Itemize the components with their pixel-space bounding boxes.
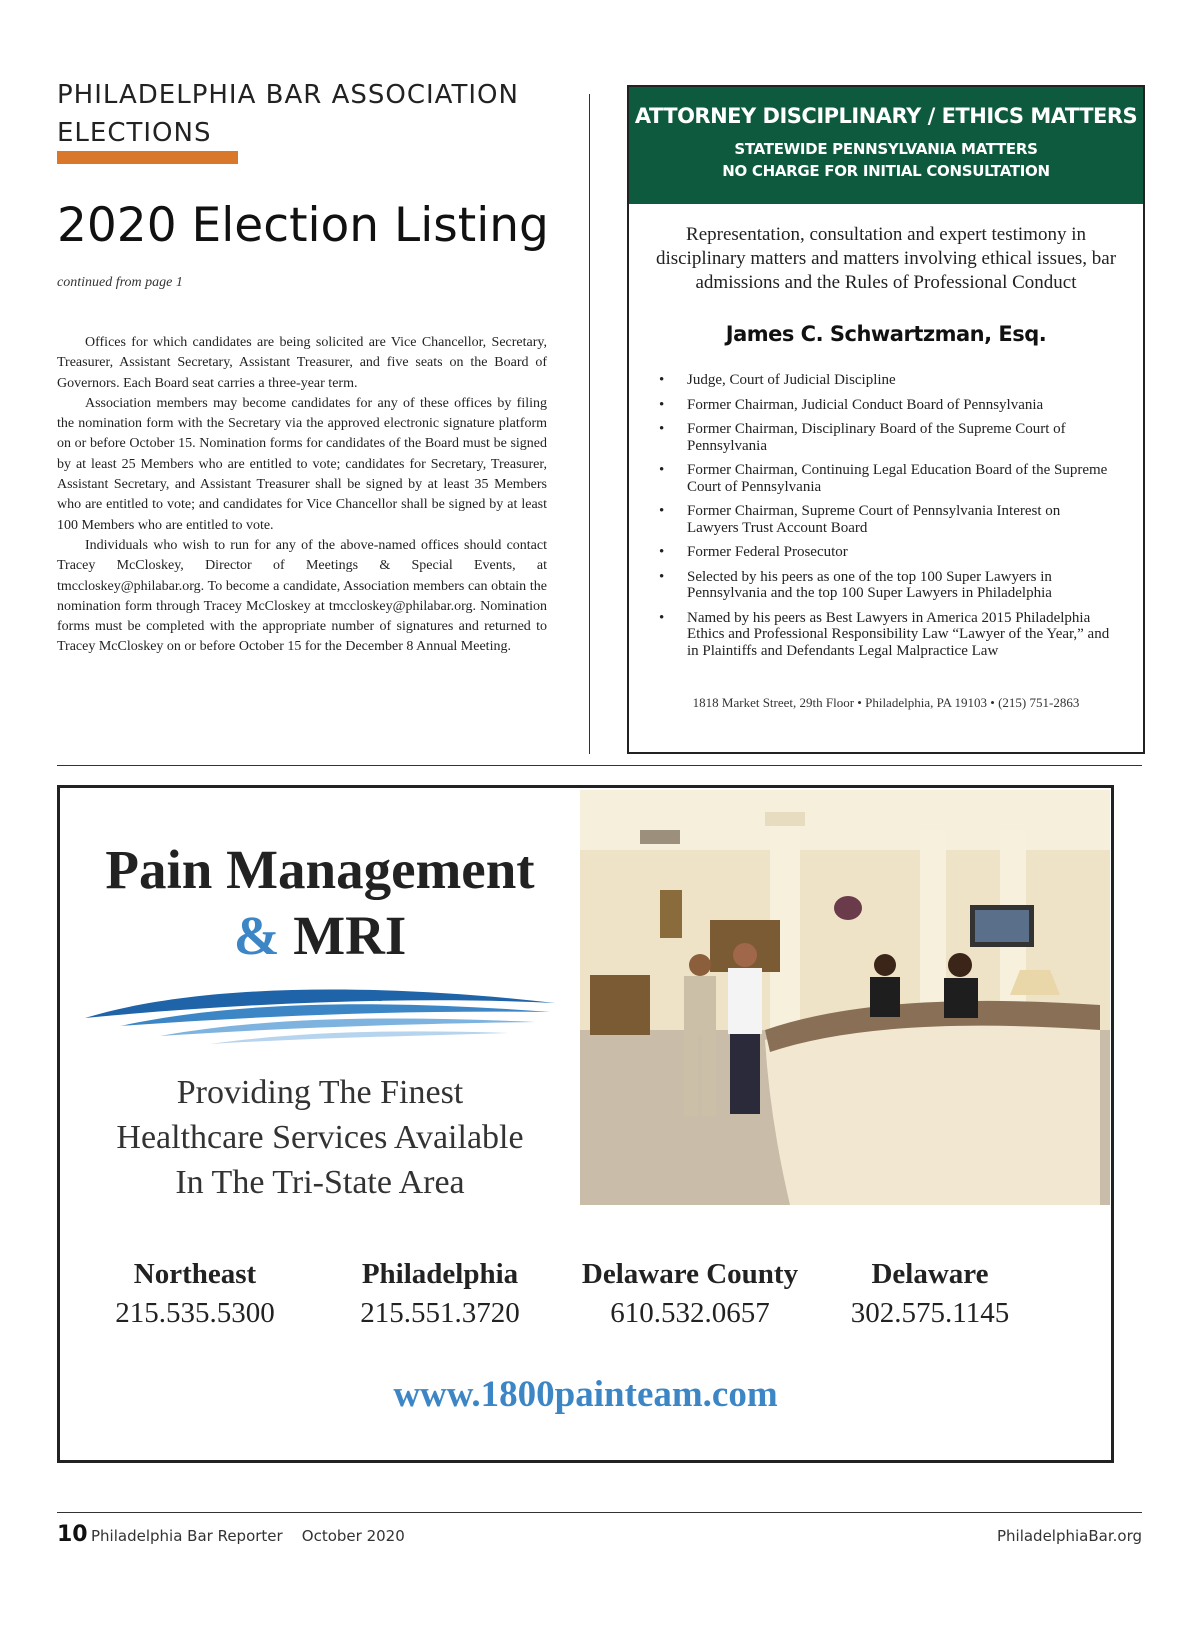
list-item: • Former Federal Prosecutor: [659, 544, 1113, 561]
article-body: [57, 333, 547, 658]
location-phone: 610.532.0657: [610, 1297, 770, 1329]
pain-ad-tagline: [60, 1070, 580, 1205]
tagline-line-3: In The Tri-State Area: [175, 1164, 465, 1201]
article-paragraph: Association members may become candidates for any of these offices by filing the nomination form with the Secretary via the approved electronic signature platform on or before October 15. Nomination forms for candidates of the Board must be signed by at least 25 Members who are entitled to vote; candidates for Secretary, Treasurer, Assistant Secretary, and Assistant Treasurer shall be signed by at least 35 Members who are entitled to vote; and candidates for Vice Chancellor shall be signed by at least 100 Members who are entitled to vote.: [57, 395, 547, 533]
attorney-name: James C. Schwartzman, Esq.: [725, 322, 1047, 346]
publication-name: Philadelphia Bar Reporter: [91, 1527, 283, 1545]
location-northeast: [75, 1258, 315, 1330]
location-name: Delaware: [871, 1258, 989, 1290]
location-name: Northeast: [133, 1258, 257, 1290]
location-name: Philadelphia: [361, 1258, 519, 1290]
pain-ad-title: Pain Management: [105, 839, 535, 900]
kicker-line-2: ELECTIONS: [57, 118, 212, 148]
footer-publication: [91, 1527, 405, 1545]
ethics-ad-subtitle-1: STATEWIDE PENNSYLVANIA MATTERS: [734, 140, 1038, 158]
list-item: • Former Chairman, Continuing Legal Education Board of the Supreme Court of Pennsylvania: [659, 462, 1113, 495]
wave-logo-icon: [80, 978, 560, 1048]
ethics-ad-subtitle-2: NO CHARGE FOR INITIAL CONSULTATION: [722, 162, 1050, 180]
kicker-underline: [57, 151, 238, 164]
list-item: • Judge, Court of Judicial Discipline: [659, 372, 1113, 389]
continued-note: continued from page 1: [57, 275, 183, 290]
section-divider: [57, 765, 1142, 766]
section-kicker: [57, 76, 519, 152]
article-paragraph: Individuals who wish to run for any of the above-named offices should contact Tracey McCloskey, Director of Meetings & Special Events, at tmccloskey@philabar.org. To become a candidate, Association members can obtain the nomination form through Tracey McCloskey at tmccloskey@philabar.org. Nomination forms must be completed with the appropriate number of signatures and returned to Tracey McCloskey on or before October 15 for the December 8 Annual Meeting.: [57, 537, 547, 655]
footer-divider: [57, 1512, 1142, 1513]
ethics-ad: [627, 85, 1145, 754]
column-divider: [589, 94, 590, 754]
kicker-line-1: PHILADELPHIA BAR ASSOCIATION: [57, 80, 519, 110]
ethics-ad-intro: Representation, consultation and expert testimony in disciplinary matters and matters involving ethical issues, bar admissions and the Rules of Professional Conduct: [655, 224, 1117, 293]
list-item: • Former Chairman, Supreme Court of Pennsylvania Interest on Lawyers Trust Account Board: [659, 503, 1113, 536]
location-phone: 215.551.3720: [360, 1297, 520, 1329]
list-item: • Former Chairman, Judicial Conduct Board of Pennsylvania: [659, 397, 1113, 414]
location-name: Delaware County: [581, 1258, 799, 1290]
location-phone: 302.575.1145: [850, 1297, 1010, 1329]
location-phone: 215.535.5300: [115, 1297, 275, 1329]
pain-ad-mri: MRI: [293, 905, 407, 966]
pain-ad-website-link[interactable]: www.1800painteam.com: [393, 1374, 778, 1415]
location-philadelphia: [320, 1258, 560, 1330]
location-delaware-county: [565, 1258, 815, 1330]
article-headline: 2020 Election Listing: [57, 198, 549, 253]
credentials-list: [659, 372, 1113, 667]
footer-website-link[interactable]: PhiladelphiaBar.org: [996, 1527, 1142, 1545]
location-delaware: [810, 1258, 1050, 1330]
pain-ad-ampersand: &: [233, 905, 280, 966]
ethics-ad-title: ATTORNEY DISCIPLINARY / ETHICS MATTERS: [634, 104, 1138, 128]
article-paragraph: Offices for which candidates are being solicited are Vice Chancellor, Secretary, Treasurer, Assistant Secretary, Assistant Treasurer, and five seats on the Board of Governors. Each Board seat carries a three-year term.: [57, 335, 547, 391]
list-item: • Selected by his peers as one of the top 100 Super Lawyers in Pennsylvania and the top 100 Super Lawyers in Philadelphia: [659, 569, 1113, 602]
ethics-ad-address: 1818 Market Street, 29th Floor • Philadelphia, PA 19103 • (215) 751-2863: [692, 695, 1080, 710]
tagline-line-1: Providing The Finest: [176, 1074, 464, 1111]
pain-management-ad: [57, 785, 1114, 1463]
page-number: 10: [57, 1522, 88, 1547]
tagline-line-2: Healthcare Services Available: [116, 1119, 524, 1156]
list-item: • Named by his peers as Best Lawyers in America 2015 Philadelphia Ethics and Professional Responsibility Law “Lawyer of the Year,” and in Plaintiffs and Defendants Legal Malpractice Law: [659, 610, 1113, 660]
pain-ad-subtitle: [60, 904, 580, 967]
issue-date: October 2020: [301, 1527, 405, 1545]
ethics-ad-banner: [629, 87, 1143, 204]
list-item: • Former Chairman, Disciplinary Board of the Supreme Court of Pennsylvania: [659, 421, 1113, 454]
clinic-reception-photo: [580, 790, 1110, 1205]
